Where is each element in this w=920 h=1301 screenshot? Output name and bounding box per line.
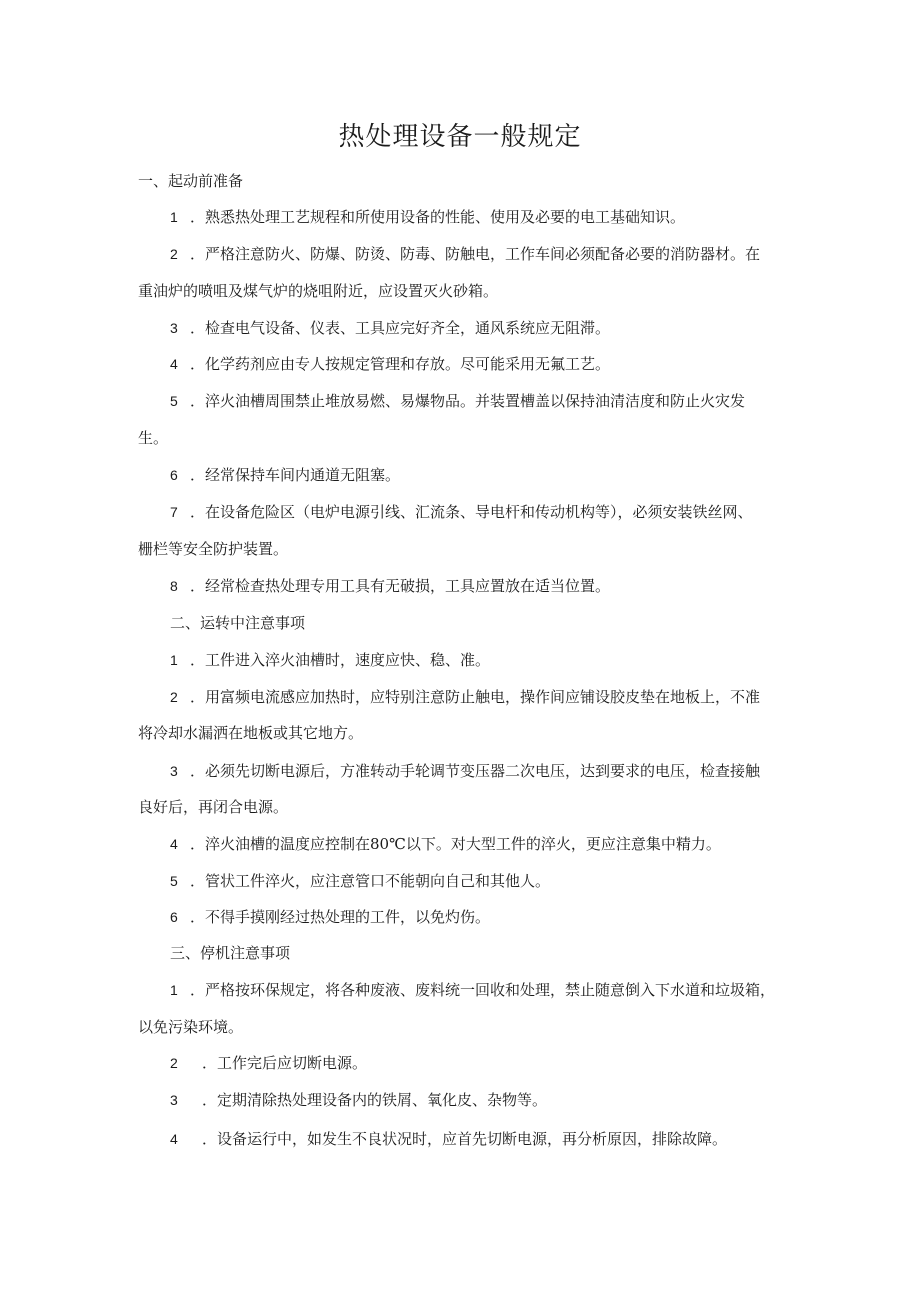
item-text: ．不得手摸刚经过热处理的工件，以免灼伤。 — [190, 908, 491, 926]
item-text: ．定期清除热处理设备内的铁屑、氧化皮、杂物等。 — [202, 1091, 548, 1109]
list-item — [170, 353, 610, 375]
item-text: ．淬火油槽的温度应控制在80℃以下。对大型工件的淬火，更应注意集中精力。 — [190, 835, 721, 853]
section-heading: 一、起动前准备 — [138, 172, 244, 190]
item-text-continuation: 以免污染环境。 — [138, 1018, 244, 1036]
item-number: 2 — [170, 246, 178, 262]
item-number: 1 — [170, 209, 178, 225]
item-text: ．管状工件淬火，应注意管口不能朝向自己和其他人。 — [190, 872, 551, 890]
item-number: 4 — [170, 356, 178, 372]
list-item — [170, 575, 610, 597]
item-number: 6 — [170, 467, 178, 483]
item-text: ．用富频电流感应加热时，应特别注意防止触电，操作间应铺设胶皮垫在地板上，不准 — [190, 688, 761, 706]
item-number: 8 — [170, 578, 178, 594]
item-number: 1 — [170, 982, 178, 998]
list-item — [170, 501, 753, 523]
list-item — [170, 760, 760, 782]
item-number: 3 — [170, 763, 178, 779]
item-text: ．淬火油槽周围禁止堆放易燃、易爆物品。并装置槽盖以保持油清洁度和防止火灾发 — [190, 392, 746, 410]
list-item — [170, 1128, 727, 1150]
item-text-continuation: 良好后，再闭合电源。 — [138, 798, 289, 816]
list-item — [170, 464, 400, 486]
section-heading: 二、运转中注意事项 — [170, 614, 306, 632]
list-item — [170, 1052, 367, 1074]
page-title: 热处理设备一般规定 — [338, 122, 582, 152]
list-item — [170, 870, 550, 892]
item-number: 1 — [170, 652, 178, 668]
item-number: 5 — [170, 873, 178, 889]
item-text: ．设备运行中，如发生不良状况时，应首先切断电源，再分析原因，排除故障。 — [202, 1130, 728, 1148]
item-text-continuation: 重油炉的喷咀及煤气炉的烧咀附近，应设置灭火砂箱。 — [138, 282, 499, 300]
item-number: 7 — [170, 504, 178, 520]
item-text: ．经常保持车间内通道无阻塞。 — [190, 466, 401, 484]
list-item — [170, 390, 745, 412]
list-item — [170, 206, 685, 228]
list-item — [170, 1089, 547, 1111]
item-text-continuation: 生。 — [138, 429, 169, 447]
item-number: 5 — [170, 393, 178, 409]
item-text-continuation: 将冷却水漏洒在地板或其它地方。 — [138, 724, 364, 742]
item-number: 4 — [170, 1131, 178, 1147]
item-text: ．在设备危险区（电炉电源引线、汇流条、导电杆和传动机构等），必须安装铁丝网、 — [190, 503, 753, 521]
item-text: ．化学药剂应由专人按规定管理和存放。尽可能采用无氟工艺。 — [190, 355, 611, 373]
item-text: ．经常检查热处理专用工具有无破损，工具应置放在适当位置。 — [190, 577, 611, 595]
item-text: ．必须先切断电源后，方准转动手轮调节变压器二次电压，达到要求的电压，检查接触 — [190, 762, 761, 780]
list-item — [170, 979, 775, 1001]
item-number: 3 — [170, 1092, 178, 1108]
item-number: 2 — [170, 1055, 178, 1071]
list-item — [170, 686, 760, 708]
list-item — [170, 906, 490, 928]
item-number: 2 — [170, 689, 178, 705]
item-number: 3 — [170, 320, 178, 336]
list-item — [170, 649, 490, 671]
section-heading: 三、停机注意事项 — [170, 944, 291, 962]
item-text-continuation: 栅栏等安全防护装置。 — [138, 540, 289, 558]
list-item — [170, 243, 760, 265]
item-text: ．检查电气设备、仪表、工具应完好齐全，通风系统应无阻滞。 — [190, 319, 611, 337]
item-text: ．熟悉热处理工艺规程和所使用设备的性能、使用及必要的电工基础知识。 — [190, 208, 686, 226]
item-number: 4 — [170, 836, 178, 852]
item-text: ．工作完后应切断电源。 — [202, 1054, 368, 1072]
item-text: ．工件进入淬火油槽时，速度应快、稳、准。 — [190, 651, 491, 669]
item-number: 6 — [170, 909, 178, 925]
item-text: ．严格按环保规定，将各种废液、废料统一回收和处理，禁止随意倒入下水道和垃圾箱， — [190, 981, 776, 999]
list-item — [170, 833, 721, 855]
list-item — [170, 317, 610, 339]
item-text: ．严格注意防火、防爆、防烫、防毒、防触电，工作车间必须配备必要的消防器材。在 — [190, 245, 761, 263]
